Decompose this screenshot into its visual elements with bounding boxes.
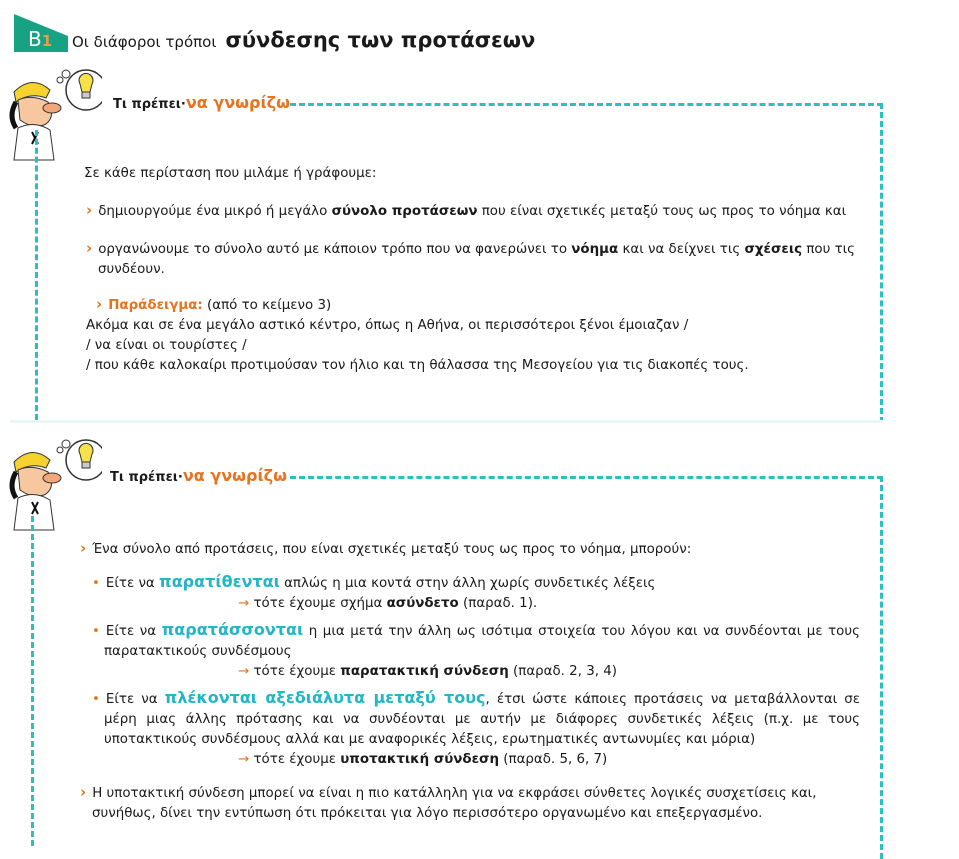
badge-number: 1 [41, 32, 53, 50]
example-line: Ακόμα και σε ένα μεγάλο αστικό κέντρο, όπως η Αθήνα, οι περισσότεροι ξένοι έμοιαζαν / [86, 318, 689, 333]
mascot-thinking-icon [2, 62, 102, 162]
bullet-item: › δημιουργούμε ένα μικρό ή μεγάλο σύνολο προτάσεων που είναι σχετικές μεταξύ τους ως προς το νόημα και [84, 200, 864, 222]
dashed-frame-left [35, 130, 38, 420]
example-line: / να είναι οι τουρίστες / [86, 338, 247, 353]
label-prefix: Τι πρέπει [113, 97, 181, 112]
options-list [80, 572, 860, 770]
label-highlight: να γνωρίζω [185, 93, 291, 112]
example-heading: › Παράδειγμα: (από το κείμενο 3) [96, 294, 864, 316]
label-prefix: Τι πρέπει [110, 470, 178, 485]
section-label: Τι πρέπει·να γνωρίζω [110, 466, 288, 485]
section-1-body [84, 164, 864, 376]
section-2-body [80, 538, 860, 824]
page-header [14, 14, 614, 52]
badge-letter: B [28, 27, 42, 51]
page-title [72, 28, 535, 52]
option-result: → τότε έχουμε σχήμα ασύνδετο (παραδ. 1). [238, 596, 538, 611]
mascot-thinking-icon [2, 432, 102, 532]
divider [10, 420, 883, 423]
bullet-item: › οργανώνουμε το σύνολο αυτό με κάποιον τρόπο που να φανερώνει το νόημα και να δείχνει τις σχέσεις που τις συνδέουν. [84, 238, 864, 280]
option-item: • Είτε να πλέκονται αξεδιάλυτα μεταξύ τους, έτσι ώστε κάποιες προτάσεις να μεταβάλλονται σε μέρη μιας άλλης πρότασης και να συνδέονται με αυτήν με διάφορες συνδετικές λέξεις (π.χ. με τους υποτακτικούς συνδέσμους αλλά και με αναφορικές λέξεις, ερωτηματικές αντωνυμίες και μόρια) [92, 688, 860, 750]
section-badge [14, 14, 68, 52]
section-label: Τι πρέπει·να γνωρίζω [113, 93, 291, 112]
option-item: • Είτε να παρατίθενται απλώς η μια κοντά στην άλλη χωρίς συνδετικές λέξεις [92, 572, 860, 594]
title-main: σύνδεσης των προτάσεων [225, 28, 536, 52]
option-item: • Είτε να παρατάσσονται η μια μετά την άλλη ως ισότιμα στοιχεία του λόγου και να συνδέονται με τους παρατακτικούς συνδέσμους [92, 620, 860, 662]
label-highlight: να γνωρίζω [182, 466, 288, 485]
closing-text: › Η υποτακτική σύνδεση μπορεί να είναι η πιο κατάλληλη για να εκφράσει σύνθετες λογικές συσχετίσεις και, συνήθως, δίνει την εντύπωση ότι πρόκειται για λόγο περισσότερο οργανωμένο και επεξεργασμένο. [80, 782, 860, 824]
example-line: / που κάθε καλοκαίρι προτιμούσαν τον ήλιο και τη θάλασσα της Μεσογείου για τις διακοπές τους. [86, 358, 749, 373]
option-result: → τότε έχουμε παρατακτική σύνδεση (παραδ. 2, 3, 4) [238, 664, 617, 679]
option-result: → τότε έχουμε υποτακτική σύνδεση (παραδ. 5, 6, 7) [238, 752, 608, 767]
dashed-frame-left [31, 516, 34, 846]
title-prefix: Οι διάφοροι τρόποι [72, 33, 217, 51]
intro-text: Σε κάθε περίσταση που μιλάμε ή γράφουμε: [84, 166, 377, 181]
intro-text: › Ένα σύνολο από προτάσεις, που είναι σχετικές μεταξύ τους ως προς το νόημα, μπορούν: [80, 538, 860, 560]
example-block [84, 294, 864, 376]
